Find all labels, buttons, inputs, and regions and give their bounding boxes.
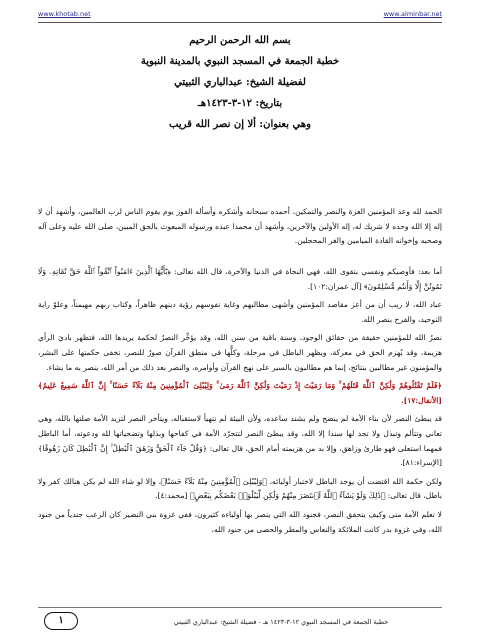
paragraph: أما بعد: فأوصيكم ونفسي بتقوى الله، فهي النجاة في الدنيا والآخرة، قال الله تعالى: ﴿يَٰٓأَيُّهَا ٱلَّذِينَ ءَامَنُواْ ٱتَّقُواْ ٱللَّهَ حَقَّ تُقَاتِهِۦ وَلَا تَمُوتُنَّ إِلَّا وَأَنتُم مُّسْلِمُونَ﴾ [آل عمران:١٠٢]. [38,267,442,291]
header-divider [38,22,442,23]
alminbar-link[interactable]: www.alminbar.net [383,10,442,18]
basmala: بسم الله الرحمن الرحيم [189,35,291,46]
opening-paragraph [38,205,442,253]
paragraph: لا تعلم الأمة متى وكيف يتحقق النصر، فجنود الله التي ينصر بها أولياءه كثيرون، ففي غزوة بني النضير كان الرعب جندياً من جنود الله، وفي غزوة بدر كانت الملائكة والنعاس والمطر والحصى من جنود الله، [38,509,442,534]
title-block [60,30,420,135]
preacher-name: لفضيلة الشيخ: عبدالباري الثبيتي [174,77,306,88]
footer-divider [38,607,442,608]
sermon-date: بتاريخ: ١٢-٣-١٤٢٣هـ [197,98,283,109]
footer-text: خطبة الجمعة في المسجد النبوي ١٢-٣-١٤٢٣ هـ - فضيلة الشيخ: عبدالباري الثبيتي [173,618,389,626]
paragraph: قد يبطئ النصر لأن بناء الأمة لم ينضج ولم يشتد ساعده، ولأن البيئة لم تتهيأ لاستقباله، ويتأخر النصر لتزيد الأمة صلتها بالله، وهي تعاني وتتألم وتبذل ولا تجد لها سندا إلا الله، وقد يبطئ النصر لتتجرّد الأمة في كفاحها وبذلها وتضحياتها لله ودعوته، أما الباطل فمهما استعلى فهو طارئ وزاهق، وإلا بد من هزيمته أمام الحق، قال تعالى: ﴿وَقُلْ جَآءَ ٱلْحَقُّ وَزَهَقَ ٱلْبَٰطِلُ ۚ إِنَّ ٱلْبَٰطِلَ كَانَ زَهُوقًا﴾ [الإسراء:٨١]. [38,414,442,468]
sermon-title: خطبة الجمعة في المسجد النبوي بالمدينة النبوية [140,56,340,67]
paragraph: نصرُ الله للمؤمنين حقيقة من حقائق الوجود، وسنة باقية من سنن الله، وقد يؤخِّر النصرُ لحكمة يريدها الله، فتظهر باديَ الرأي هزيمة، وقد يُهزم الحق في معركة، ويظهر الباطل في مرحلة، وكلُّها في منطق القرآن صورٌ للنصر، تخفى حكمتها على البشر، والمؤمنون غير مطالبين بنتائج، إنما هم مطالبون بالسير على نهج القرآن وأوامره، والنصر بعد ذلك من أمر الله، ينصر به ما يشاء. [38,333,442,372]
khotab-link[interactable]: www.khotab.net [38,10,91,18]
sermon-body [38,265,442,541]
page-number: ١ [44,612,78,630]
quran-verse: ﴿فَلَمْ تَقْتُلُوهُمْ وَلَٰكِنَّ ٱللَّهَ قَتَلَهُمْ ۚ وَمَا رَمَيْتَ إِذْ رَمَيْتَ وَلَٰكِنَّ ٱللَّهَ رَمَىٰ ۚ وَلِيُبْلِىَ ٱلْمُؤْمِنِينَ مِنْهُ بَلَآءً حَسَنًا ۚ إِنَّ ٱللَّهَ سَمِيعٌ عَلِيمٌ﴾ [الأنفال:١٧]. [38,381,442,405]
sermon-subject: وهي بعنوان: ألا إن نصر الله قريب [169,119,311,130]
header-links [38,10,442,20]
paragraph: الحمد لله وعد المؤمنين العزة والنصر والتمكين، أحمده سبحانه وأشكره وأسأله الفوز يوم يقوم الناس لرب العالمين، وأشهد أن لا إله إلا الله وحده لا شريك له، إله الأولين والآخرين، وأشهد أن محمدا عبده ورسوله المبعوث بالحق المبين، صلى الله عليه وعلى آله وصحبه وإخوانه القادة الميامين والغر المحجلين. [38,207,442,246]
paragraph: ولكن حكمة الله اقتضت أن يوجد الباطل لاختبار أوليائه، ﴿وَلِيُبْلِىَ ٱلْمُؤْمِنِينَ مِنْهُ بَلَآءً حَسَنًا﴾، وإلا لو شاء الله لم يكن هنالك كفر ولا باطل، قال تعالى: ﴿ذَٰلِكَ وَلَوْ يَشَآءُ ٱللَّهُ لَٱنتَصَرَ مِنْهُمْ وَلَٰكِن لِّيَبْلُوَا۟ بَعْضَكُم بِبَعْضٍ﴾ [محمد:٤]. [38,476,442,501]
paragraph: عباد الله، لا ريب أن من أعز مقاصد المؤمنين وأشهى مطالبهم وغاية نفوسهم رؤية دينهم ظاهراً، وكتاب ربهم مهيمناً، وعلوّ راية التوحيد، والفرح بنصر الله. [38,300,442,324]
